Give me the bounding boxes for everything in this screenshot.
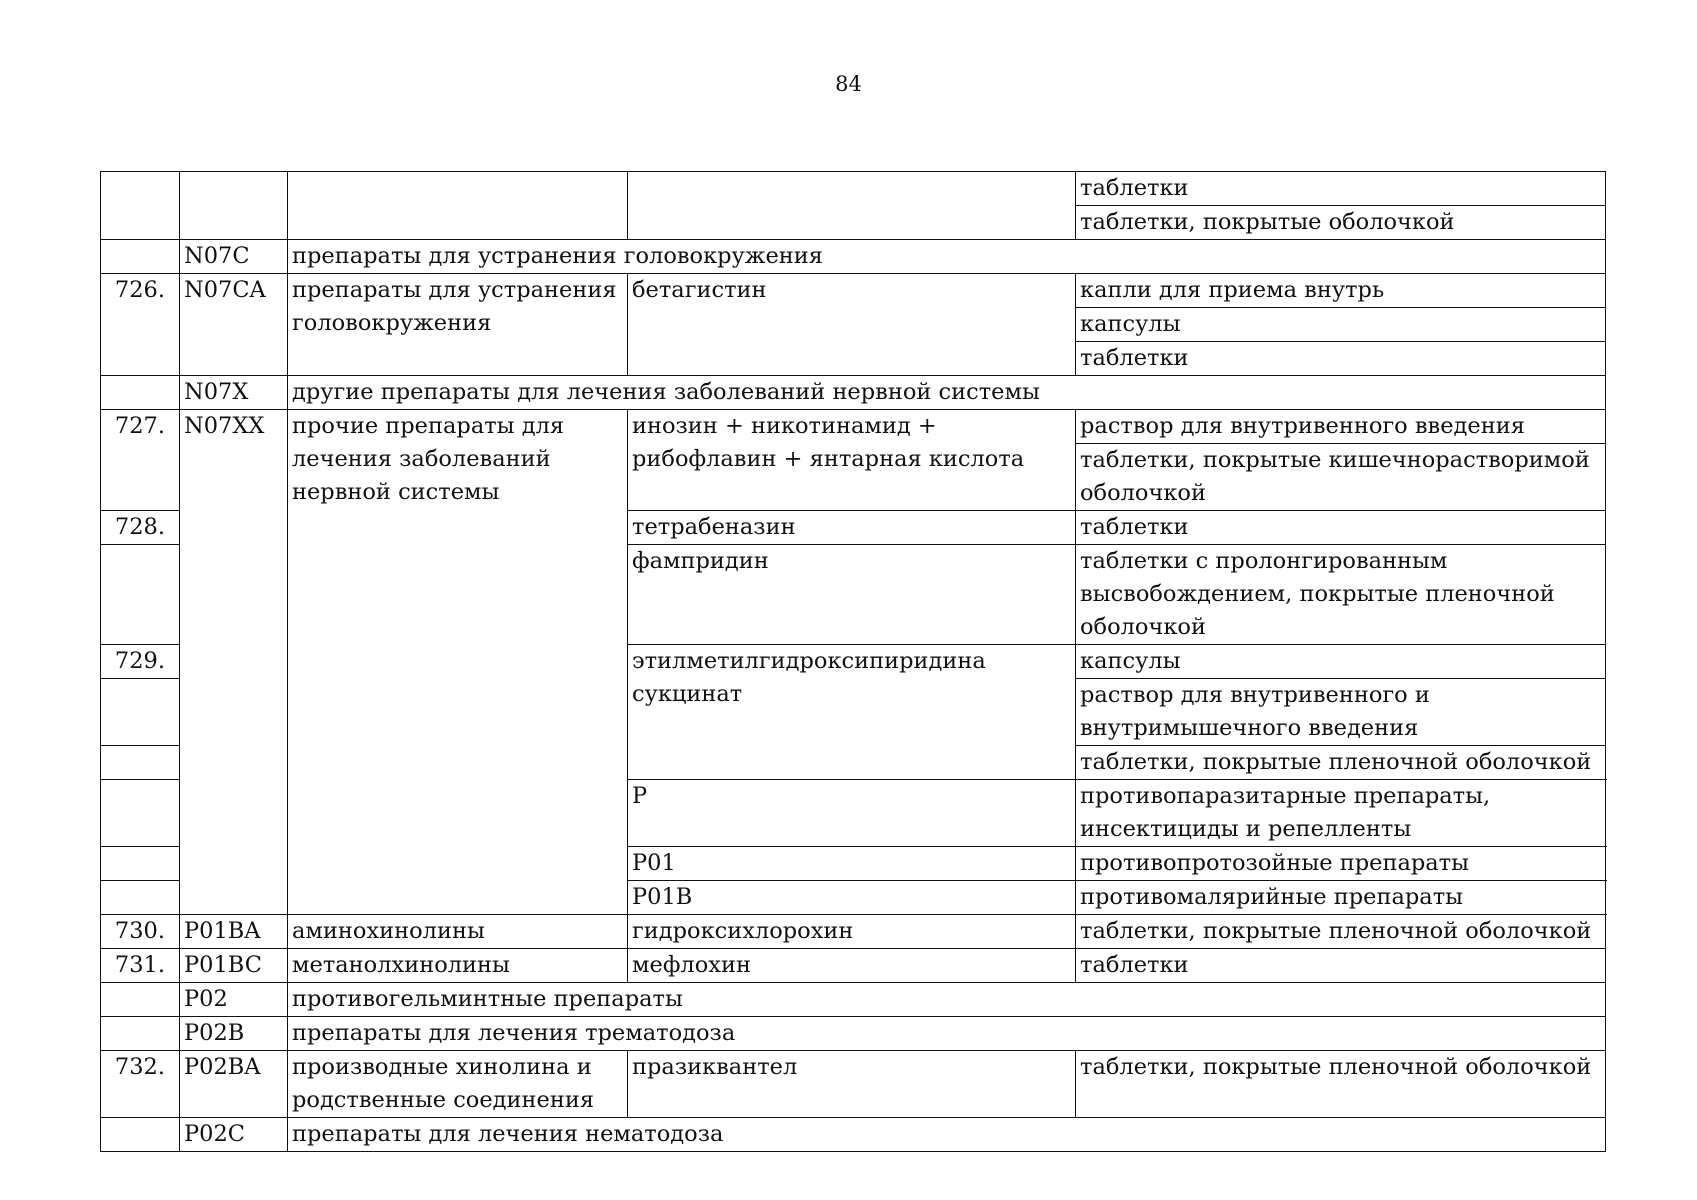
form-cell: раствор для внутривенного введения bbox=[1076, 410, 1606, 444]
form-cell: таблетки bbox=[1076, 949, 1606, 983]
drug-cell bbox=[628, 172, 1076, 240]
code-cell: P01BC bbox=[180, 949, 288, 983]
form-cell: таблетки bbox=[1076, 342, 1606, 376]
number-cell: 727. bbox=[101, 410, 180, 511]
drug-cell: мефлохин bbox=[628, 949, 1076, 983]
drug-cell: празиквантел bbox=[628, 1051, 1076, 1118]
form-cell: капли для приема внутрь bbox=[1076, 274, 1606, 308]
form-cell: таблетки, покрытые пленочной оболочкой bbox=[1076, 915, 1606, 949]
group-cell: прочие препараты для лечения заболеваний нервной системы bbox=[288, 410, 628, 915]
group-cell: аминохинолины bbox=[288, 915, 628, 949]
table-row bbox=[101, 274, 1606, 308]
code-cell bbox=[180, 172, 288, 240]
form-cell: таблетки, покрытые пленочной оболочкой bbox=[1076, 746, 1606, 780]
code-cell: P02 bbox=[180, 983, 288, 1017]
code-cell: N07XX bbox=[180, 410, 288, 915]
group-cell: производные хинолина и родственные соединения bbox=[288, 1051, 628, 1118]
table-row bbox=[101, 172, 1606, 206]
page-number: 84 bbox=[835, 72, 862, 96]
drug-list-table bbox=[100, 171, 1606, 1152]
form-cell: раствор для внутривенного и внутримышечного введения bbox=[1076, 679, 1606, 746]
number-cell bbox=[101, 679, 180, 746]
table-row bbox=[101, 240, 1606, 274]
drug-cell: гидроксихлорохин bbox=[628, 915, 1076, 949]
form-cell: таблетки с пролонгированным высвобождением, покрытые пленочной оболочкой bbox=[1076, 545, 1606, 645]
form-cell: таблетки, покрытые кишечнорастворимой оболочкой bbox=[1076, 444, 1606, 511]
code-cell: N07CA bbox=[180, 274, 288, 376]
table-row bbox=[101, 1017, 1606, 1051]
group-title-cell: противогельминтные препараты bbox=[288, 983, 1606, 1017]
group-cell bbox=[288, 172, 628, 240]
table-row bbox=[101, 949, 1606, 983]
drug-cell: тетрабеназин bbox=[628, 511, 1076, 545]
group-title-cell: препараты для лечения трематодоза bbox=[288, 1017, 1606, 1051]
code-cell: N07X bbox=[180, 376, 288, 410]
group-title-cell: противомалярийные препараты bbox=[1076, 881, 1606, 915]
code-cell: P bbox=[628, 780, 1076, 847]
code-cell: P02B bbox=[180, 1017, 288, 1051]
form-cell: капсулы bbox=[1076, 645, 1606, 679]
table-row bbox=[101, 410, 1606, 444]
group-title-cell: противопротозойные препараты bbox=[1076, 847, 1606, 881]
number-cell: 732. bbox=[101, 1051, 180, 1118]
table-row bbox=[101, 1118, 1606, 1152]
code-cell: N07C bbox=[180, 240, 288, 274]
drug-cell: бетагистин bbox=[628, 274, 1076, 376]
code-cell: P01B bbox=[628, 881, 1076, 915]
number-cell: 730. bbox=[101, 915, 180, 949]
group-title-cell: противопаразитарные препараты, инсектициды и репелленты bbox=[1076, 780, 1606, 847]
form-cell: таблетки bbox=[1076, 511, 1606, 545]
code-cell: P01 bbox=[628, 847, 1076, 881]
table-row bbox=[101, 376, 1606, 410]
number-cell: 731. bbox=[101, 949, 180, 983]
drug-cell: инозин + никотинамид + рибофлавин + янтарная кислота bbox=[628, 410, 1076, 511]
table-row bbox=[101, 983, 1606, 1017]
form-cell: таблетки, покрытые пленочной оболочкой bbox=[1076, 1051, 1606, 1118]
number-cell bbox=[101, 746, 180, 780]
group-title-cell: другие препараты для лечения заболеваний нервной системы bbox=[288, 376, 1606, 410]
table-row bbox=[101, 915, 1606, 949]
code-cell: P01BA bbox=[180, 915, 288, 949]
drug-cell: этилметилгидроксипиридина сукцинат bbox=[628, 645, 1076, 780]
group-title-cell: препараты для лечения нематодоза bbox=[288, 1118, 1606, 1152]
form-cell: капсулы bbox=[1076, 308, 1606, 342]
number-cell: 729. bbox=[101, 645, 180, 679]
number-cell bbox=[101, 172, 180, 240]
group-cell: препараты для устранения головокружения bbox=[288, 274, 628, 376]
form-cell: таблетки bbox=[1076, 172, 1606, 206]
form-cell: таблетки, покрытые оболочкой bbox=[1076, 206, 1606, 240]
table-row bbox=[101, 1051, 1606, 1118]
group-cell: метанолхинолины bbox=[288, 949, 628, 983]
number-cell: 728. bbox=[101, 511, 180, 545]
code-cell: P02C bbox=[180, 1118, 288, 1152]
group-title-cell: препараты для устранения головокружения bbox=[288, 240, 1606, 274]
code-cell: P02BA bbox=[180, 1051, 288, 1118]
drug-cell: фампридин bbox=[628, 545, 1076, 645]
number-cell bbox=[101, 545, 180, 645]
number-cell: 726. bbox=[101, 274, 180, 376]
